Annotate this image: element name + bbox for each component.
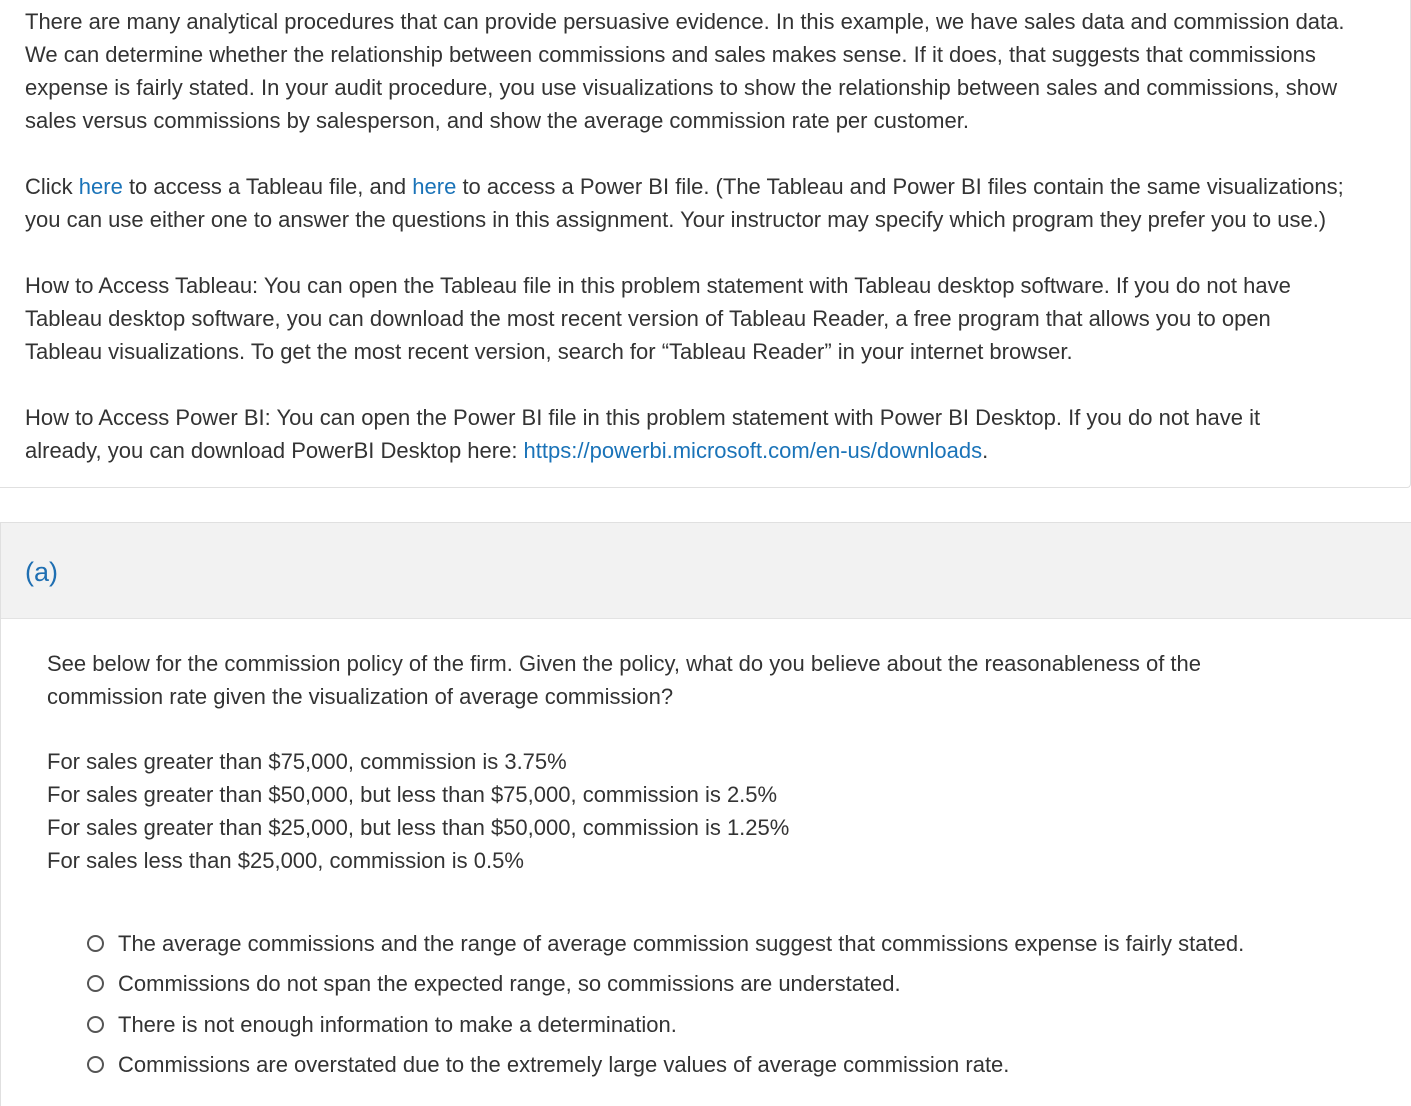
part-header	[1, 523, 1411, 619]
question-part-panel	[0, 522, 1411, 1106]
problem-statement-text	[25, 5, 1411, 467]
answer-option-1[interactable]	[87, 923, 1387, 964]
tableau-access-line: Tableau visualizations. To get the most recent version, search for “Tableau Reader” in your internet browser.	[25, 339, 1073, 364]
powerbi-access-line: How to Access Power BI: You can open the Power BI file in this problem statement with Power BI Desktop. If you do not have it	[25, 405, 1261, 430]
powerbi-download-line	[25, 434, 1411, 467]
download-period: .	[982, 438, 989, 463]
part-label: (a)	[25, 557, 58, 587]
radio-button[interactable]	[87, 975, 104, 992]
tableau-access-line: How to Access Tableau: You can open the Tableau file in this problem statement with Tableau desktop software. If you do not have	[25, 273, 1291, 298]
intro-paragraph-4	[25, 401, 1411, 467]
question-line: commission rate given the visualization of average commission?	[47, 684, 674, 709]
download-text: already, you can download PowerBI Desktop here:	[25, 438, 524, 463]
powerbi-link-suffix: to access a Power BI file. (The Tableau and Power BI files contain the same visualizations;	[456, 174, 1344, 199]
tableau-link-suffix: to access a Tableau file, and	[122, 174, 413, 199]
question-line: See below for the commission policy of the firm. Given the policy, what do you believe about the reasonableness of the	[47, 651, 1202, 676]
tableau-access-line: Tableau desktop software, you can download the most recent version of Tableau Reader, a free program that allows you to open	[25, 306, 1271, 331]
problem-statement-panel	[0, 0, 1411, 488]
intro-p1-line: sales versus commissions by salesperson, and show the average commission rate per customer.	[25, 108, 969, 133]
option-label: Commissions are overstated due to the extremely large values of average commission rate.	[118, 1052, 1010, 1078]
policy-line: For sales less than $25,000, commission is 0.5%	[47, 848, 524, 873]
file-access-line	[25, 170, 1411, 203]
option-label: The average commissions and the range of average commission suggest that commissions expense is fairly stated.	[118, 930, 1245, 956]
file-access-line-2: you can use either one to answer the questions in this assignment. Your instructor may specify which program they prefer you to use.)	[25, 207, 1327, 232]
intro-paragraph-3	[25, 269, 1411, 368]
answer-options	[87, 923, 1387, 1085]
radio-button[interactable]	[87, 1056, 104, 1073]
intro-p1-line: expense is fairly stated. In your audit procedure, you use visualizations to show the relationship between sales and commissions, show	[25, 75, 1338, 100]
commission-policy	[47, 745, 789, 877]
answer-option-3[interactable]	[87, 1004, 1387, 1045]
answer-option-2[interactable]	[87, 964, 1387, 1005]
option-label: Commissions do not span the expected range, so commissions are understated.	[118, 971, 901, 997]
policy-line: For sales greater than $75,000, commission is 3.75%	[47, 749, 567, 774]
intro-paragraph-2	[25, 170, 1411, 236]
intro-p1-line: There are many analytical procedures that can provide persuasive evidence. In this example, we have sales data and commission data.	[25, 9, 1345, 34]
radio-button[interactable]	[87, 935, 104, 952]
click-text: Click	[25, 174, 79, 199]
question-text	[47, 647, 1387, 713]
tableau-file-link[interactable]: here	[78, 174, 123, 199]
intro-paragraph-1	[25, 5, 1411, 137]
radio-button[interactable]	[87, 1016, 104, 1033]
intro-p1-line: We can determine whether the relationship between commissions and sales makes sense. If it does, that suggests that commissions	[25, 42, 1316, 67]
option-label: There is not enough information to make a determination.	[118, 1011, 677, 1037]
policy-line: For sales greater than $50,000, but less than $75,000, commission is 2.5%	[47, 782, 778, 807]
policy-line: For sales greater than $25,000, but less than $50,000, commission is 1.25%	[47, 815, 790, 840]
answer-option-4[interactable]	[87, 1045, 1387, 1086]
powerbi-file-link[interactable]: here	[412, 174, 457, 199]
powerbi-download-link[interactable]: https://powerbi.microsoft.com/en-us/downloads	[523, 438, 983, 463]
